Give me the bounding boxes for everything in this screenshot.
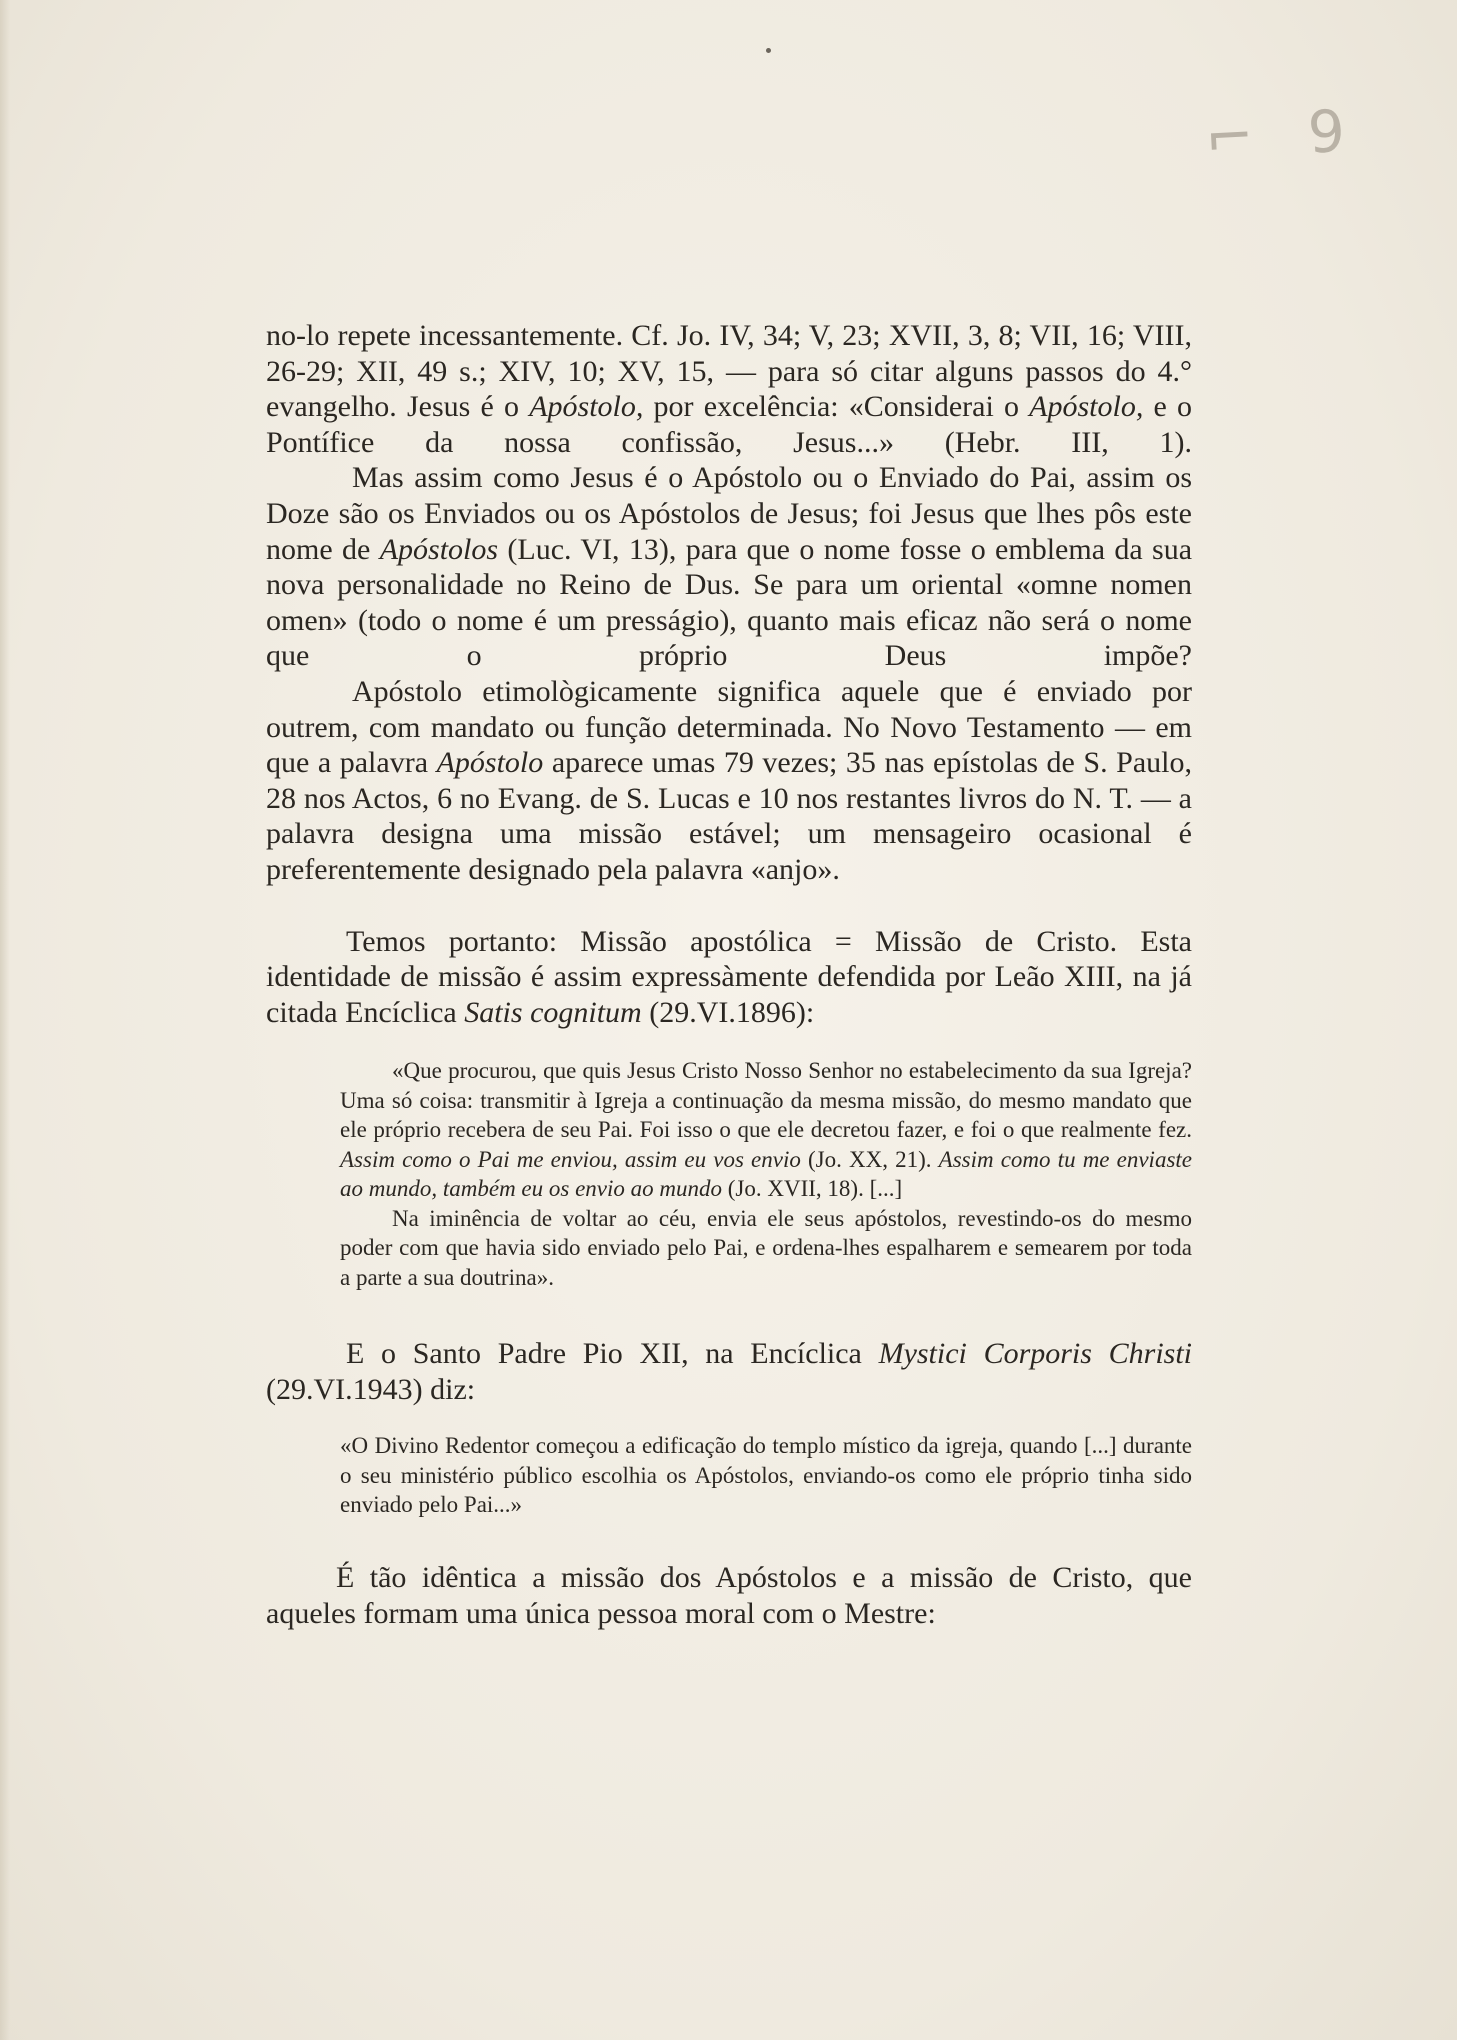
paragraph-5-text-b: (29.VI.1943) diz:: [266, 1372, 476, 1406]
quote-1-text-b: (Jo. XX, 21).: [807, 1146, 932, 1172]
quote-1-text: «Que procurou, que quis Jesus Cristo Nosso Senhor no estabelecimento da sua Igreja? Uma só coisa: transmitir à Igreja a continuação da mesma missão, do mesmo mandato que ele próprio recebera de seu Pai. Foi isso o que ele decretou fazer, e foi o que realmente fez.: [340, 1058, 1192, 1143]
quote-1-italic-b: Assim como tu me enviaste ao mundo, também eu os envio ao mundo: [340, 1146, 1193, 1202]
paragraph-2-italic: Apóstolos: [379, 532, 499, 566]
quote-1-text-d: Na iminência de voltar ao céu, envia ele seus apóstolos, revestindo-os do mesmo poder com que havia sido enviado pelo Pai, e ordena-lhes espalharem e semearem por toda a parte a sua doutrina».: [340, 1205, 1192, 1290]
paragraph-4-text-b: (29.VI.1896):: [649, 995, 815, 1029]
paragraph-5-italic: Mystici Corporis Christi: [878, 1337, 1192, 1371]
paragraph-1-text: no-lo repete incessantemente. Cf. Jo. IV, 34; V, 23; XVII, 3, 8; VII, 16; VIII, 26-29; XII, 49 s.; XIV, 10; XV, 15, — para só citar alguns passos do 4.° evangelho. Jesus é o: [266, 319, 1192, 424]
paragraph-3-text-b: aparece umas 79 vezes; 35 nas epístolas de S. Paulo, 28 nos Actos, 6 no Evang. de S. Lucas e 10 nos restantes livros do N. T. — a palavra designa uma missão estável; um mensageiro ocasional é preferentemente designado pela palavra «anjo».: [266, 746, 1193, 886]
paragraph-1-italic-b: Apóstolo,: [1029, 390, 1144, 424]
paragraph-5: [266, 1336, 1192, 1407]
page-edge-shadow: [0, 0, 10, 2040]
paragraph-1-text-b: por excelência: «Considerai o: [653, 390, 1019, 424]
body-text: [266, 318, 1192, 1631]
paragraph-4-text: Temos portanto: Missão apostólica = Missão de Cristo. Esta identidade de missão é assim expressàmente defendida por Leão XIII, na já citada Encíclica: [266, 924, 1192, 1029]
paragraph-1-italic: Apóstolo,: [529, 390, 644, 424]
paragraph-4: [266, 924, 1192, 1031]
paragraph-4-italic: Satis cognitum: [464, 995, 642, 1029]
quote-pius-xii: [340, 1431, 1192, 1520]
quote-2-text: «O Divino Redentor começou a edificação do templo místico da igreja, quando [...] durante o seu ministério público escolhia os Apóstolos, enviando-os como ele próprio tinha sido enviado pelo Pai...»: [340, 1433, 1192, 1518]
paragraph-3-italic: Apóstolo: [436, 746, 544, 780]
quote-1-body: [340, 1056, 1192, 1204]
paragraph-2-text: Mas assim como Jesus é o Apóstolo ou o Enviado do Pai, assim os Doze são os Enviados ou os Apóstolos de Jesus; foi Jesus que lhes pôs este nome de: [266, 461, 1192, 566]
ink-dot: [766, 48, 771, 53]
paragraph-3: [266, 674, 1192, 888]
quote-1-italic: Assim como o Pai me enviou, assim eu vos envio: [340, 1146, 801, 1172]
paragraph-5-text: E o Santo Padre Pio XII, na Encíclica: [346, 1337, 862, 1371]
quote-leo-xiii: [340, 1056, 1192, 1292]
paragraph-1-text-c: e o Pontífice da nossa confissão, Jesus...» (Hebr. III, 1).: [266, 390, 1193, 459]
paragraph-2-text-b: (Luc. VI, 13), para que o nome fosse o emblema da sua nova personalidade no Reino de Dus. Se para um oriental «omne nomen omen» (todo o nome é um presságio), quanto mais eficaz não será o nome que o próprio Deus impõe?: [266, 532, 1193, 673]
paragraph-1: [266, 318, 1192, 460]
paragraph-3-text: Apóstolo etimològicamente significa aquele que é enviado por outrem, com mandato ou função determinada. No Novo Testamento — em que a palavra: [266, 674, 1192, 780]
paragraph-2: [266, 460, 1192, 674]
paragraph-6: É tão idêntica a missão dos Apóstolos e a missão de Cristo, que aqueles formam uma única pessoa moral com o Mestre:: [266, 1560, 1192, 1630]
handwritten-page-mark: ⌐ 9: [1203, 95, 1365, 173]
quote-1-text-c: (Jo. XVII, 18). [...]: [727, 1176, 903, 1202]
